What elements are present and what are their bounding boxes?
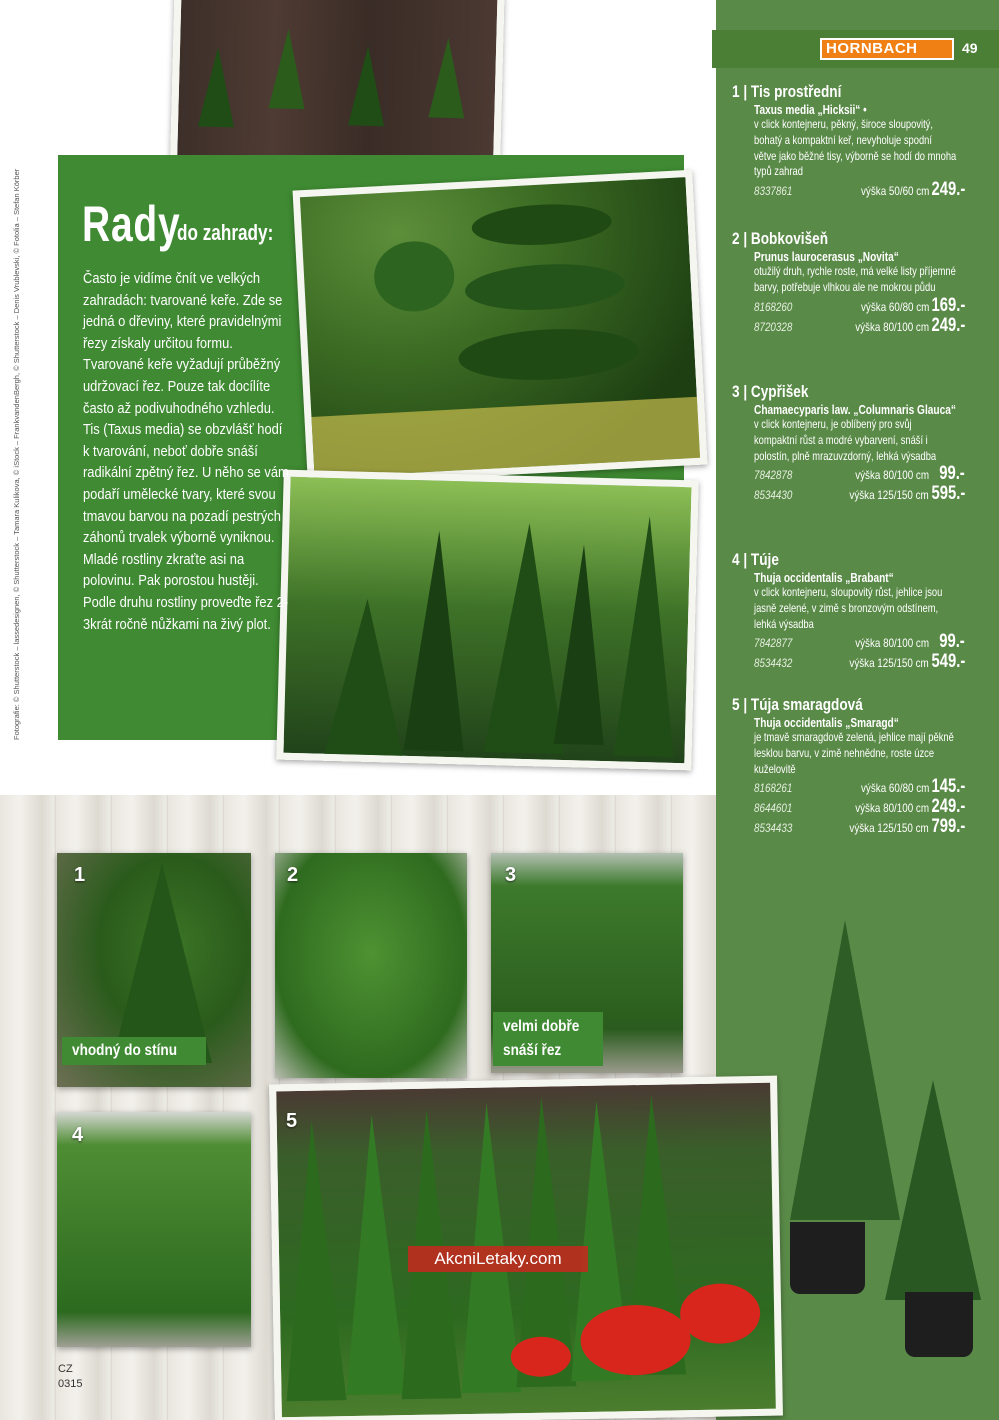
product-4	[732, 550, 967, 672]
product-size: výška 125/150 cm	[849, 656, 929, 671]
product-latin: Thuja occidentalis „Smaragd“	[754, 715, 899, 730]
product-title: 2 | Bobkovišeň	[732, 229, 829, 248]
caption-pruning	[493, 1012, 603, 1066]
price-row	[754, 632, 967, 652]
product-size: výška 80/100 cm	[855, 319, 929, 334]
photo-topiary-cones	[276, 470, 698, 771]
product-code: 8337861	[754, 184, 793, 199]
caption-pruning-line2: snáší řez	[503, 1042, 562, 1059]
photo-number-4: 4	[72, 1124, 84, 1146]
product-desc: je tmavě smaragdově zelená, jehlice mají pěkně lesklou barvu, v zimě nehnědne, roste úzce kuželovitě	[754, 730, 954, 776]
photo-number-3: 3	[505, 864, 517, 886]
caption-pruning-line1: velmi dobře	[503, 1018, 580, 1035]
product-latin: Prunus laurocerasus „Novita“	[754, 249, 899, 264]
product-price: 249.-	[931, 314, 965, 336]
product-price: 169.-	[931, 294, 965, 316]
photo-topiary-spirals	[293, 170, 708, 486]
price-row	[754, 316, 967, 336]
photo-number-5: 5	[286, 1110, 298, 1132]
product-size: výška 60/80 cm	[860, 299, 929, 314]
product-size: výška 125/150 cm	[849, 821, 929, 836]
photo-number-2: 2	[287, 864, 299, 886]
product-price: 549.-	[931, 651, 965, 673]
tree-icon	[282, 1120, 347, 1401]
price-row	[754, 817, 967, 837]
product-price: 595.-	[931, 483, 965, 505]
tree-icon	[554, 544, 609, 745]
price-row	[754, 296, 967, 316]
price-row	[754, 484, 967, 504]
product-size: výška 80/100 cm	[855, 636, 929, 651]
photo-4-thuja-hedge	[57, 1112, 251, 1347]
price-row	[754, 652, 967, 672]
product-title: 5 | Túja smaragdová	[732, 695, 863, 714]
price-row	[754, 464, 967, 484]
intro-title-big: Rady	[82, 196, 181, 252]
tree-icon	[112, 863, 212, 1063]
product-code: 8534433	[754, 821, 793, 836]
product-price: 799.-	[931, 816, 965, 838]
potted-tree-icon	[790, 920, 900, 1220]
product-price: 145.-	[931, 776, 965, 798]
watermark[interactable]: AkcniLetaky.com	[408, 1246, 588, 1272]
product-latin: Thuja occidentalis „Brabant“	[754, 570, 894, 585]
product-desc: v click kontejneru, pěkný, široce sloupovitý, bohatý a kompaktní keř, nevyholuje spodní větve jako běžné tisy, výborně se hodí do mnoha typů zahrad	[754, 117, 957, 179]
tree-icon	[323, 598, 407, 760]
product-latin: Chamaecyparis law. „Columnaris Glauca“	[754, 402, 956, 417]
product-title: 1 | Tis prostřední	[732, 82, 842, 101]
product-code: 8168260	[754, 299, 793, 314]
tree-icon	[268, 28, 306, 109]
product-code: 8720328	[754, 319, 793, 334]
tree-icon	[198, 46, 236, 127]
tree-icon	[428, 37, 466, 118]
product-latin: Taxus media „Hicksii“ •	[754, 102, 867, 117]
product-2	[732, 229, 967, 336]
footer-country: CZ	[58, 1363, 73, 1375]
footer-code	[58, 1362, 82, 1392]
product-price: 249.-	[931, 796, 965, 818]
product-1	[732, 82, 967, 200]
pot-icon	[905, 1292, 973, 1357]
caption-shade	[62, 1037, 206, 1065]
tree-icon	[614, 515, 680, 756]
tree-icon	[404, 530, 470, 751]
product-3	[732, 382, 967, 504]
product-size: výška 60/80 cm	[860, 781, 929, 796]
product-desc: v click kontejneru, sloupovitý růst, jehlice jsou jasně zelené, v zimě s bronzovým odstínem, lehká výsadba	[754, 585, 943, 631]
product-size: výška 125/150 cm	[849, 488, 929, 503]
page-number: 49	[962, 40, 978, 56]
photo-2-laurel	[275, 853, 467, 1078]
pot-icon	[790, 1222, 865, 1294]
product-size: výška 50/60 cm	[860, 184, 929, 199]
product-price: 99.-	[939, 463, 965, 485]
product-desc: v click kontejneru, je oblíbený pro svůj kompaktní růst a modré vybarvení, snáší i polostín, plně mrazuvzdorný, lehká výsadba	[754, 417, 937, 463]
product-code: 7842877	[754, 636, 793, 651]
product-size: výška 80/100 cm	[855, 468, 929, 483]
product-code: 8644601	[754, 801, 793, 816]
product-price: 249.-	[931, 179, 965, 201]
product-code: 7842878	[754, 468, 793, 483]
product-code: 8168261	[754, 781, 793, 796]
photo-credits: Fotografie: © Shutterstock – lassedesignen, © Shutterstock – Tamara Kulikova, © iStock – FrankvandenBergh, © Shutterstock – Denis Vrublevski, © Fotolia – Stefan Körber	[12, 168, 21, 740]
intro-title-small: do zahrady:	[177, 220, 274, 245]
product-size: výška 80/100 cm	[855, 801, 929, 816]
product-5	[732, 695, 967, 837]
product-desc: otužilý druh, rychle roste, má velké listy příjemné barvy, potřebuje vlhkou ale ne mokrou půdu	[754, 264, 956, 294]
intro-title	[82, 195, 274, 253]
product-title: 4 | Túje	[732, 550, 779, 569]
price-row	[754, 180, 967, 200]
potted-tree-icon	[885, 1080, 981, 1300]
photo-number-1: 1	[74, 864, 86, 886]
product-code: 8534432	[754, 656, 793, 671]
price-row	[754, 777, 967, 797]
footer-number: 0315	[58, 1378, 83, 1390]
hornbach-logo[interactable]: HORNBACH	[820, 38, 954, 60]
product-code: 8534430	[754, 488, 793, 503]
tree-icon	[348, 45, 386, 126]
product-price: 99.-	[939, 631, 965, 653]
product-title: 3 | Cypřišek	[732, 382, 809, 401]
flower-icon	[680, 1283, 761, 1344]
intro-text: Často je vidíme čnít ve velkých zahradách: tvarované keře. Zde se jedná o dřeviny, které pravidelnými řezy získaly určitou formu. Tvarované keře vyžadují průběžný udržovací řez. Pouze tak docílíte často až podivuhodného vzhledu. Tis (Taxus media) se obzvlášť hodí k tvarování, neboť dobře snáší radikální zpětný řez. U něho se vám podaří umělecké tvary, které svou tmavou barvou na pozadí pestrých záhonů trvalek výborně vyniknou. Mladé rostliny zkraťte asi na polovinu. Pak porostou hustěji. Podle druhu rostliny proveďte řez 2-3krát ročně nůžkami na živý plot.	[83, 270, 289, 633]
price-row	[754, 797, 967, 817]
caption-shade-text: vhodný do stínu	[72, 1042, 178, 1059]
